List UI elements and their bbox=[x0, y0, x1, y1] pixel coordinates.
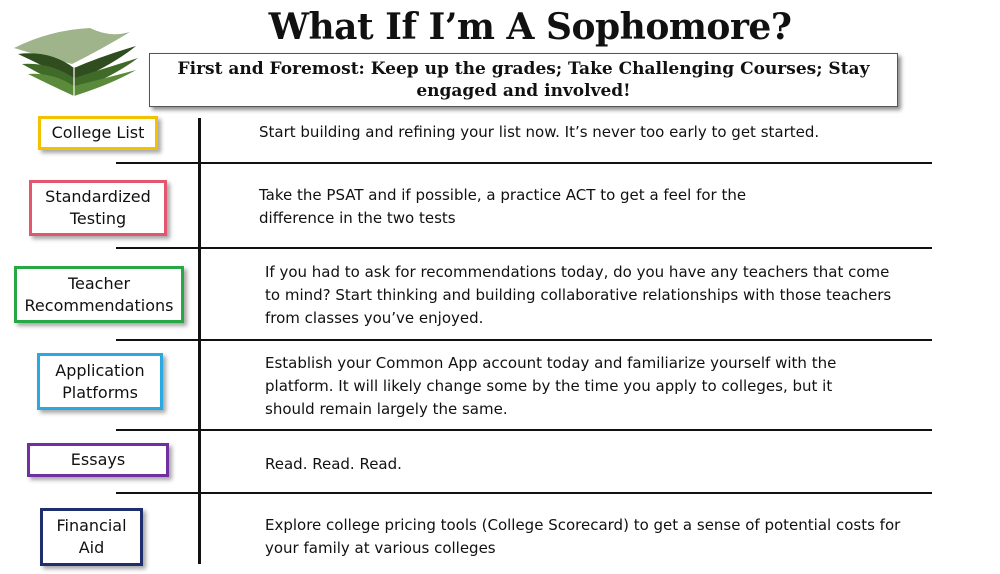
row-divider bbox=[116, 492, 932, 494]
standardized-testing-label: Standardized Testing bbox=[29, 180, 167, 236]
teacher-recommendations-label: Teacher Recommendations bbox=[14, 266, 184, 323]
teacher-recommendations-description: If you had to ask for recommendations today, do you have any teachers that come to mind? Start thinking and building collaborative relationships with those teachers from classes you’ve enjoyed. bbox=[265, 263, 892, 327]
row-divider bbox=[116, 162, 932, 164]
standardized-testing-description: Take the PSAT and if possible, a practice ACT to get a feel for the difference in the two tests bbox=[259, 186, 747, 227]
financial-aid-description: Explore college pricing tools (College Scorecard) to get a sense of potential costs for your family at various colleges bbox=[265, 516, 901, 557]
vertical-divider bbox=[198, 118, 201, 564]
priority-banner: First and Foremost: Keep up the grades; Take Challenging Courses; Stay engaged and involved! bbox=[149, 53, 898, 107]
college-list-label: College List bbox=[38, 116, 158, 150]
application-platforms-label: Application Platforms bbox=[37, 353, 163, 410]
essays-description: Read. Read. Read. bbox=[265, 455, 402, 473]
row-divider bbox=[116, 247, 932, 249]
application-platforms-description: Establish your Common App account today and familiarize yourself with the platform. It will likely change some by the time you apply to colleges, but it should remain largely the same. bbox=[265, 354, 837, 418]
page-title: What If I’m A Sophomore? bbox=[268, 6, 792, 48]
financial-aid-label: Financial Aid bbox=[40, 508, 143, 566]
essays-label: Essays bbox=[27, 443, 169, 477]
row-divider bbox=[116, 429, 932, 431]
row-divider bbox=[116, 339, 932, 341]
college-list-description: Start building and refining your list now. It’s never too early to get started. bbox=[259, 123, 820, 141]
book-logo-icon bbox=[10, 20, 140, 98]
